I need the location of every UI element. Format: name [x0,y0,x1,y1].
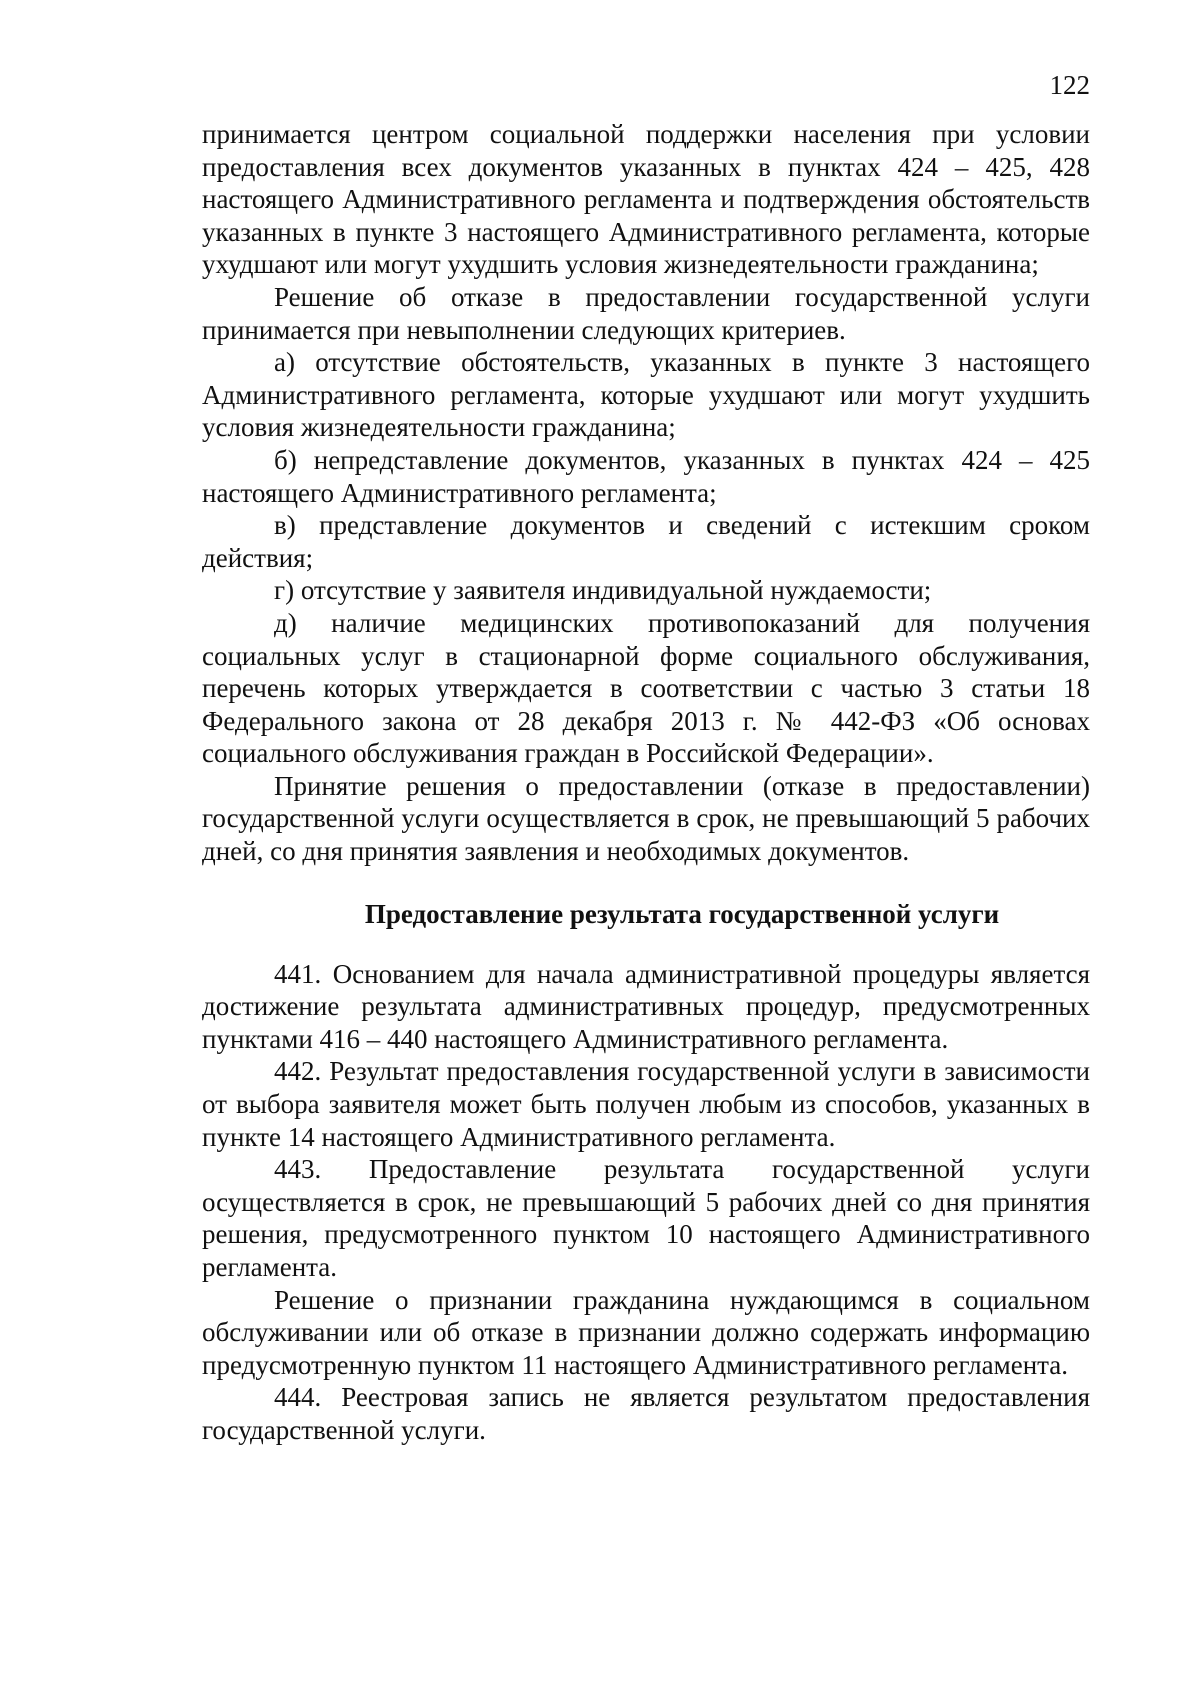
criterion-a: а) отсутствие обстоятельств, указанных в пункте 3 настоящего Административного регламента, которые ухудшают или могут ухудшить условия жизнедеятельности гражданина; [202,347,1090,443]
clause-441: 441. Основанием для начала административной процедуры является достижение результата административных процедур, предусмотренных пунктами 416 – 440 настоящего Административного регламента. [202,958,1090,1054]
paragraph-refusal-decision: Решение об отказе в предоставлении государственной услуги принимается при невыполнении следующих критериев. [202,281,1090,345]
section-heading: Предоставление результата государственной услуги [364,898,1000,929]
document-body [202,118,1090,1447]
clause-444: 444. Реестровая запись не является результатом предоставления государственной услуги. [202,1382,1090,1445]
paragraph-decision-term: Принятие решения о предоставлении (отказе в предоставлении) государственной услуги осуществляется в срок, не превышающий 5 рабочих дней, со дня принятия заявления и необходимых документов. [202,770,1090,867]
paragraph-continuation: принимается центром социальной поддержки населения при условии предоставления всех документов указанных в пунктах 424 – 425, 428 настоящего Административного регламента и подтверждения обстоятельств указанных в пункте 3 настоящего Административного регламента, которые ухудшают или могут ухудшить условия жизнедеятельности гражданина; [202,119,1090,280]
criterion-d: д) наличие медицинских противопоказаний для получения социальных услуг в стационарной форме социального обслуживания, перечень которых утверждается в соответствии с частью 3 статьи 18 Федерального закона от 28 декабря 2013 г. № 442-ФЗ «Об основах социального обслуживания граждан в Российской Федерации». [202,607,1090,769]
criterion-v: в) представление документов и сведений с истекшим сроком действия; [202,510,1090,573]
clause-443: 443. Предоставление результата государственной услуги осуществляется в срок, не превышающий 5 рабочих дней со дня принятия решения, предусмотренного пунктом 10 настоящего Административного регламента. [202,1154,1090,1282]
criterion-g: г) отсутствие у заявителя индивидуальной нуждаемости; [274,575,932,606]
paragraph-recognition-decision: Решение о признании гражданина нуждающимся в социальном обслуживании или об отказе в признании должно содержать информацию предусмотренную пунктом 11 настоящего Административного регламента. [202,1284,1090,1380]
page-number: 122 [1049,70,1090,100]
criterion-b: б) непредставление документов, указанных в пунктах 424 – 425 настоящего Административного регламента; [202,444,1090,508]
clause-442: 442. Результат предоставления государственной услуги в зависимости от выбора заявителя может быть получен любым из способов, указанных в пункте 14 настоящего Административного регламента. [202,1056,1090,1152]
